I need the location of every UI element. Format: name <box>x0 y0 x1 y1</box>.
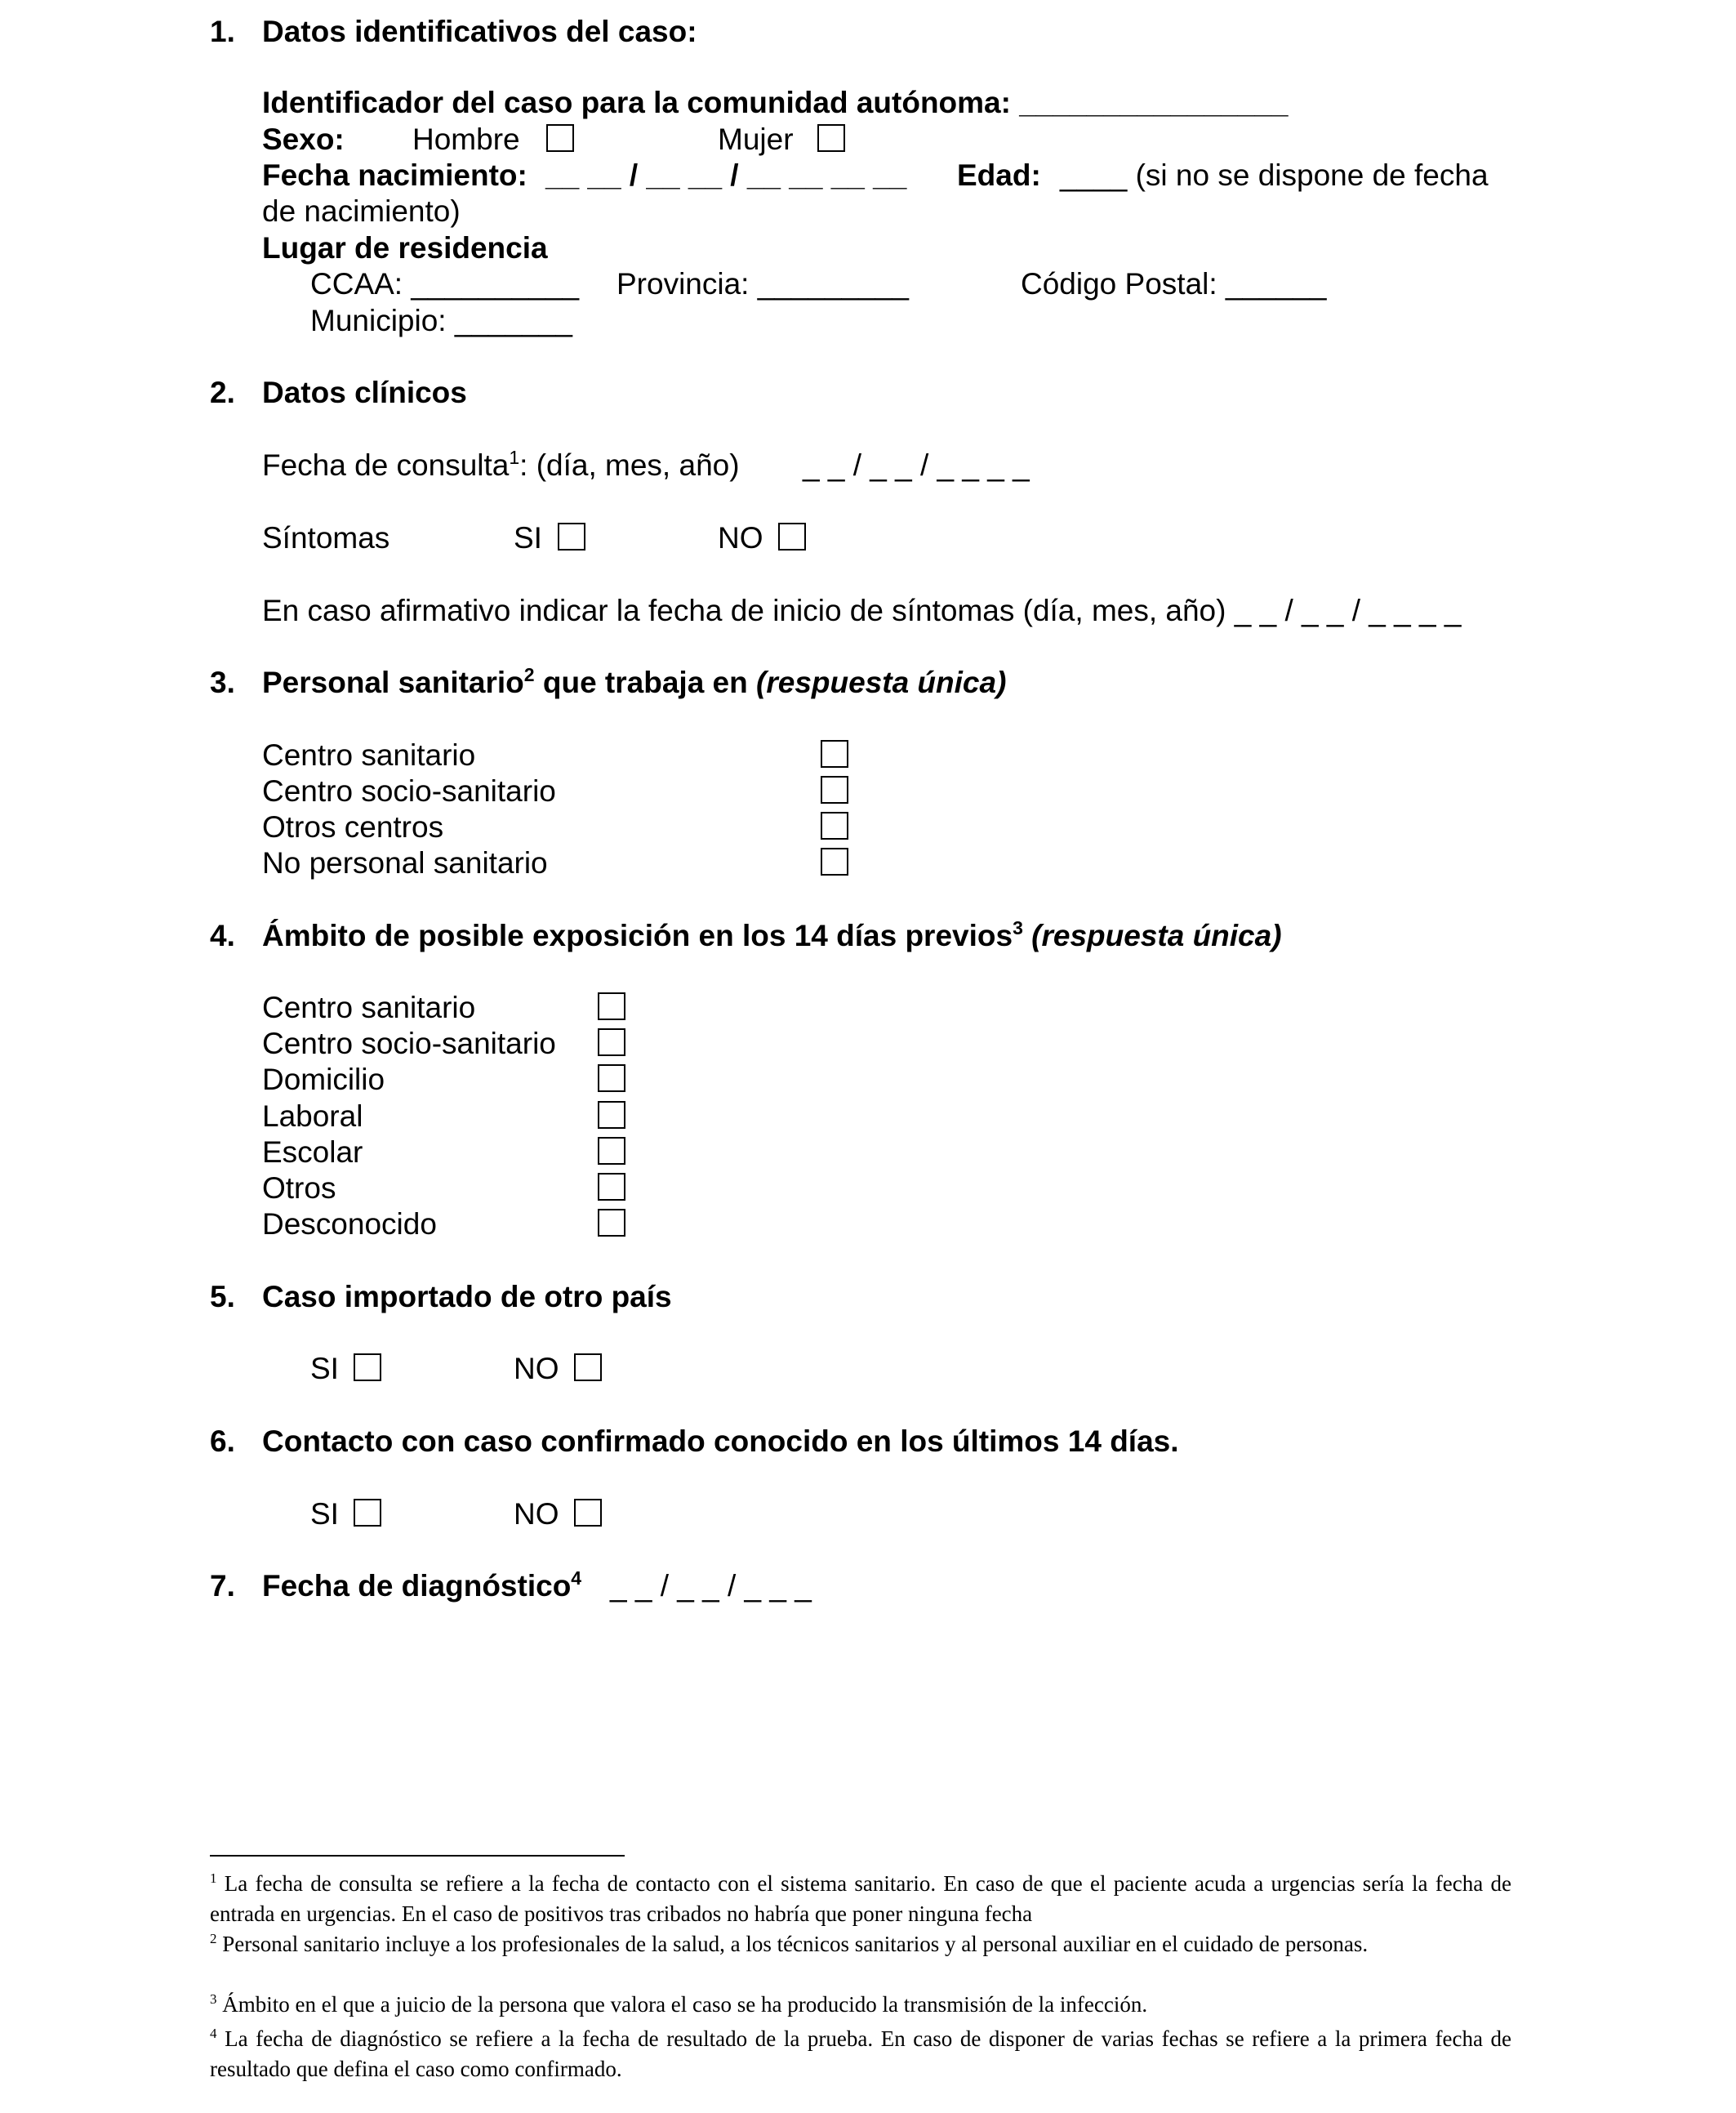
list-item: Otros <box>262 1171 336 1205</box>
list-item: Desconocido <box>262 1207 437 1241</box>
option-checkbox[interactable] <box>821 776 848 804</box>
yes-label: SI <box>310 1352 339 1385</box>
section-number: 4. <box>210 919 235 952</box>
option-checkbox[interactable] <box>598 1028 625 1056</box>
option-checkbox[interactable] <box>598 992 625 1020</box>
section-title: Personal sanitario$^2$ que trabaja en (respuesta única) <box>262 664 1007 699</box>
municipality-field[interactable]: Municipio: _______ <box>310 304 572 337</box>
residence-label: Lugar de residencia <box>262 231 548 265</box>
list-item: No personal sanitario <box>262 846 548 880</box>
no-label: NO <box>514 1497 559 1531</box>
list-item: Centro sanitario <box>262 738 476 772</box>
option-checkbox[interactable] <box>821 812 848 840</box>
option-checkbox[interactable] <box>598 1101 625 1129</box>
birthdate-field[interactable]: __ __ / __ __ / __ __ __ __ <box>545 158 907 192</box>
option-checkbox[interactable] <box>598 1173 625 1201</box>
section-title: Fecha de diagnóstico$^4$ <box>262 1567 582 1603</box>
list-item: Centro socio-sanitario <box>262 1027 556 1060</box>
case-id-field[interactable]: Identificador del caso para la comunidad autónoma: ________________ <box>262 86 1289 119</box>
section-title: Datos identificativos del caso: <box>262 15 697 48</box>
province-field[interactable]: Provincia: _________ <box>617 267 909 301</box>
postal-code-field[interactable]: Código Postal: ______ <box>1021 267 1327 301</box>
list-item: Centro sanitario <box>262 991 476 1024</box>
yes-label: SI <box>514 521 542 555</box>
age-label: Edad: <box>957 158 1041 192</box>
consult-date-field[interactable]: _ _ / _ _ / _ _ _ _ <box>803 448 1030 482</box>
symptoms-no-checkbox[interactable] <box>778 523 806 551</box>
contact-yes-checkbox[interactable] <box>354 1499 381 1527</box>
consult-date-label: Fecha de consulta$^1$: (día, mes, año) <box>262 447 740 482</box>
section-title: Datos clínicos <box>262 376 467 409</box>
age-field[interactable]: ____ (si no se dispone de fecha <box>1060 158 1489 192</box>
list-item: Escolar <box>262 1135 363 1169</box>
ccaa-field[interactable]: CCAA: __________ <box>310 267 580 301</box>
imported-yes-checkbox[interactable] <box>354 1353 381 1381</box>
footnote: $^2$ Personal sanitario incluye a los profesionales de la salud, a los técnicos sanitarios y al personal auxiliar en el cuidado de personas. <box>210 1931 1369 1956</box>
list-item: Laboral <box>262 1099 363 1133</box>
section-number: 3. <box>210 666 235 699</box>
symptoms-label: Síntomas <box>262 521 390 555</box>
list-item: Centro socio-sanitario <box>262 774 556 808</box>
female-checkbox[interactable] <box>817 124 845 152</box>
symptoms-yes-checkbox[interactable] <box>558 523 585 551</box>
option-checkbox[interactable] <box>598 1209 625 1237</box>
yes-label: SI <box>310 1497 339 1531</box>
section-number: 5. <box>210 1280 235 1313</box>
footnote: $^1$ La fecha de consulta se refiere a la fecha de contacto con el sistema sanitario. En caso de que el paciente acuda a urgencias sería la fecha de entrada en urgencias. En el caso de positivos tras cribados no habría que poner ninguna fecha <box>210 1870 1512 1926</box>
no-label: NO <box>514 1352 559 1385</box>
contact-no-checkbox[interactable] <box>574 1499 602 1527</box>
section-title: Contacto con caso confirmado conocido en los últimos 14 días. <box>262 1424 1179 1458</box>
section-number: 1. <box>210 15 235 48</box>
age-note: de nacimiento) <box>262 194 461 228</box>
section-title: Caso importado de otro país <box>262 1280 672 1313</box>
section-number: 6. <box>210 1424 235 1458</box>
male-label: Hombre <box>412 123 520 156</box>
list-item: Otros centros <box>262 810 444 844</box>
option-checkbox[interactable] <box>598 1064 625 1092</box>
symptom-onset-field[interactable]: En caso afirmativo indicar la fecha de inicio de síntomas (día, mes, año) _ _ / _ _ / _ _ _ _ <box>262 594 1462 627</box>
option-checkbox[interactable] <box>821 740 848 768</box>
section-number: 7. <box>210 1569 235 1603</box>
option-checkbox[interactable] <box>821 848 848 876</box>
male-checkbox[interactable] <box>546 124 574 152</box>
list-item: Domicilio <box>262 1063 385 1096</box>
section-title: Ámbito de posible exposición en los 14 días previos$^3$ (respuesta única) <box>262 917 1282 952</box>
sex-label: Sexo: <box>262 123 345 156</box>
imported-no-checkbox[interactable] <box>574 1353 602 1381</box>
section-number: 2. <box>210 376 235 409</box>
option-checkbox[interactable] <box>598 1137 625 1165</box>
footnote-separator <box>210 1855 625 1857</box>
footnote: $^3$ Ámbito en el que a juicio de la persona que valora el caso se ha producido la transmisión de la infección. <box>210 1991 1148 2017</box>
diagnosis-date-field[interactable]: _ _ / _ _ / _ _ _ <box>610 1569 812 1603</box>
no-label: NO <box>718 521 763 555</box>
female-label: Mujer <box>718 123 794 156</box>
birthdate-label: Fecha nacimiento: <box>262 158 527 192</box>
footnote: $^4$ La fecha de diagnóstico se refiere a la fecha de resultado de la prueba. En caso de disponer de varias fechas se refiere a la primera fecha de resultado que defina el caso como confirmado. <box>210 2026 1511 2081</box>
